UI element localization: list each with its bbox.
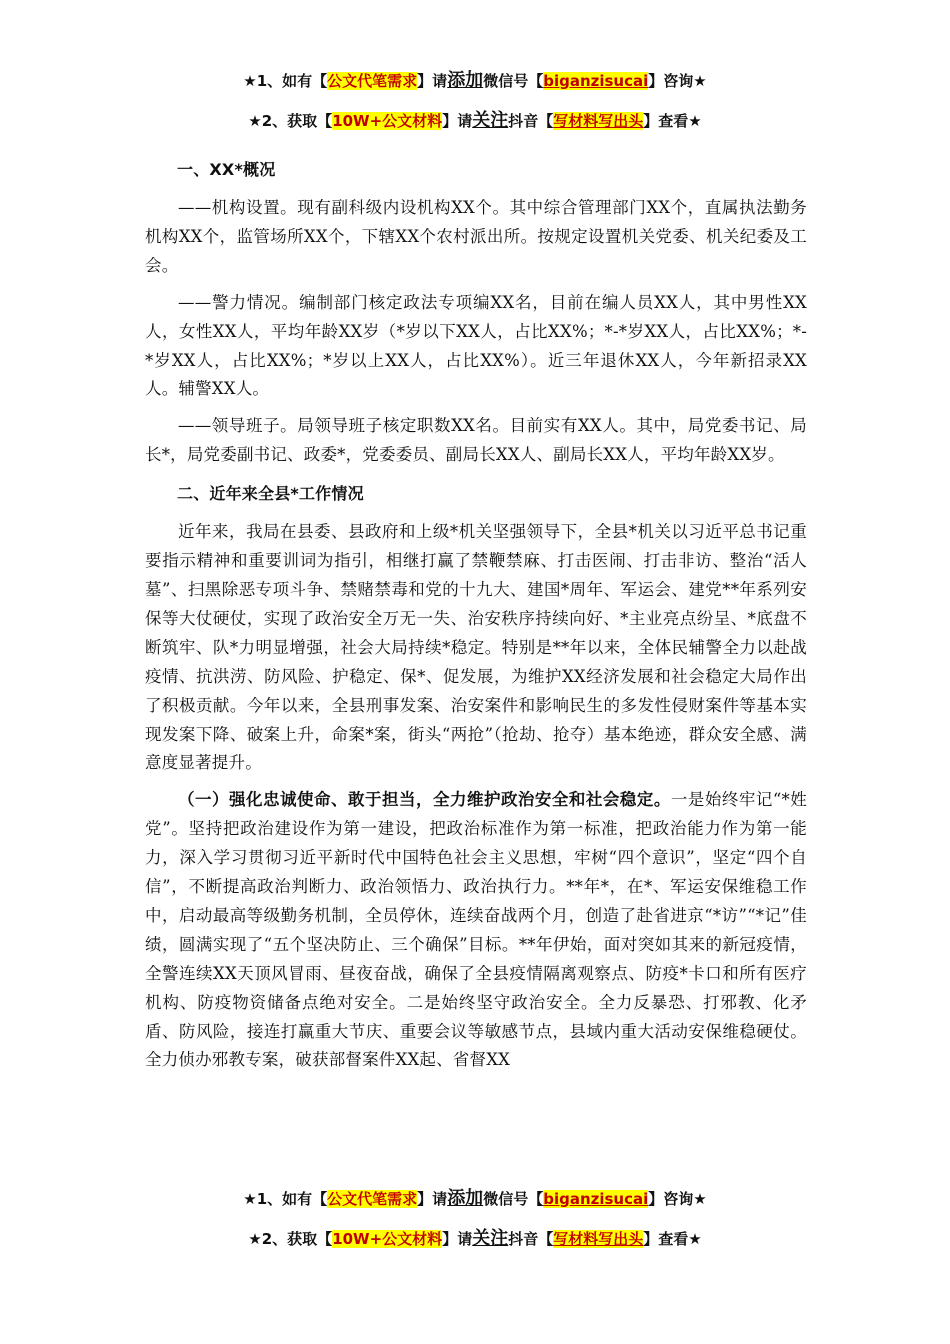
banner-text: 】请 xyxy=(442,112,473,130)
banner-suffix: 】查看★ xyxy=(643,1230,702,1248)
banner-suffix: 】咨询★ xyxy=(648,72,707,90)
paragraph-overview: 近年来，我局在县委、县政府和上级*机关坚强领导下，全县*机关以习近平总书记重要指示精神和重要训词为指引，相继打赢了禁鞭禁麻、打击医闹、打击非访、整治“活人墓”、扫黑除恶专项斗争、禁赌禁毒和党的十九大、建国*周年、军运会、建党**年系列安保等大仗硬仗，实现了政治安全万无一失、治安秩序持续向好、*主业亮点纷呈、*底盘不断筑牢、队*力明显增强，社会大局持续*稳定。特别是**年以来，全体民辅警全力以赴战疫情、抗洪涝、防风险、护稳定、保*、促发展，为维护XX经济发展和社会稳定大局作出了积极贡献。今年以来，全县刑事发案、治安案件和影响民生的多发性侵财案件等基本实现发案下降、破案上升，命案*案，街头“两抢”（抢劫、抢夺）基本绝迹，群众安全感、满意度显著提升。 xyxy=(145,522,807,773)
banner-prefix: ★1、如有【 xyxy=(243,1190,328,1208)
section-heading-1: 一、XX*概况 xyxy=(177,160,276,179)
paragraph-body: 一是始终牢记“*姓党”。坚持把政治建设作为第一建设，把政治标准作为第一标准，把政治能力作为第一能力，深入学习贯彻习近平新时代中国特色社会主义思想，牢树“四个意识”，坚定“四个自信”，不断提高政治判断力、政治领悟力、政治执行力。**年*，在*、军运安保维稳工作中，启动最高等级勤务机制，全员停休，连续奋战两个月，创造了赴省进京“*访”“*记”佳绩，圆满实现了“五个坚决防止、三个确保”目标。**年伊始，面对突如其来的新冠疫情，全警连续XX天顶风冒雨、昼夜奋战，确保了全县疫情隔离观察点、防疫*卡口和所有医疗机构、防疫物资储备点绝对安全。二是始终坚守政治安全。全力反暴恐、打邪教、化矛盾、防风险，接连打赢重大节庆、重要会议等敏感节点，县域内重大活动安保维稳硬仗。全力侦办邪教专案，破获部督案件XX起、省督XX xyxy=(145,790,807,1070)
highlight-wechat-id[interactable]: biganzisucai xyxy=(543,72,649,90)
paragraph-leadership: ——领导班子。局领导班子核定职数XX名。目前实有XX人。其中，局党委书记、局长*，局党委副书记、政委*，党委委员、副局长XX人、副局长XX人，平均年龄XX岁。 xyxy=(145,416,807,465)
paragraph-staffing: ——警力情况。编制部门核定政法专项编XX名，目前在编人员XX人，其中男性XX人，女性XX人，平均年龄XX岁（*岁以下XX人，占比XX%；*-*岁XX人，占比XX%；*-*岁XX人，占比XX%；*岁以上XX人，占比XX%）。近三年退休XX人，今年新招录XX人。辅警XX人。 xyxy=(145,292,807,399)
banner-text: 抖音【 xyxy=(508,112,554,130)
banner-text: 微信号【 xyxy=(483,72,544,90)
highlight-service: 公文代笔需求 xyxy=(327,1190,418,1208)
highlight-materials: 10W+公文材料 xyxy=(332,112,443,130)
banner-prefix: ★2、获取【 xyxy=(248,1230,333,1248)
bottom-banner-line-2 xyxy=(0,1228,950,1250)
banner-text: 】请 xyxy=(417,72,448,90)
emphasis-add: 添加 xyxy=(447,70,484,91)
emphasis-add: 添加 xyxy=(447,1188,484,1209)
top-banner-line-2 xyxy=(0,110,950,132)
top-banner-line-1 xyxy=(0,70,950,92)
highlight-service: 公文代笔需求 xyxy=(327,72,418,90)
emphasis-follow: 关注 xyxy=(472,1228,509,1249)
banner-prefix: ★2、获取【 xyxy=(248,112,333,130)
banner-text: 】请 xyxy=(442,1230,473,1248)
banner-text: 微信号【 xyxy=(483,1190,544,1208)
banner-text: 】请 xyxy=(417,1190,448,1208)
highlight-wechat-id[interactable]: biganzisucai xyxy=(543,1190,649,1208)
highlight-materials: 10W+公文材料 xyxy=(332,1230,443,1248)
paragraph-political-security xyxy=(145,786,807,1075)
banner-text: 抖音【 xyxy=(508,1230,554,1248)
paragraph-institutions: ——机构设置。现有副科级内设机构XX个。其中综合管理部门XX个，直属执法勤务机构XX个，监管场所XX个，下辖XX个农村派出所。按规定设置机关党委、机关纪委及工会。 xyxy=(145,198,807,275)
banner-suffix: 】咨询★ xyxy=(648,1190,707,1208)
highlight-douyin[interactable]: 写材料写出头 xyxy=(553,112,644,130)
document-body xyxy=(145,154,807,1083)
paragraph-lead: （一）强化忠诚使命、敢于担当，全力维护政治安全和社会稳定。 xyxy=(178,790,671,810)
emphasis-follow: 关注 xyxy=(472,110,509,131)
bottom-banner-line-1 xyxy=(0,1188,950,1210)
banner-prefix: ★1、如有【 xyxy=(243,72,328,90)
section-heading-2: 二、近年来全县*工作情况 xyxy=(177,484,364,504)
banner-suffix: 】查看★ xyxy=(643,112,702,130)
highlight-douyin[interactable]: 写材料写出头 xyxy=(553,1230,644,1248)
